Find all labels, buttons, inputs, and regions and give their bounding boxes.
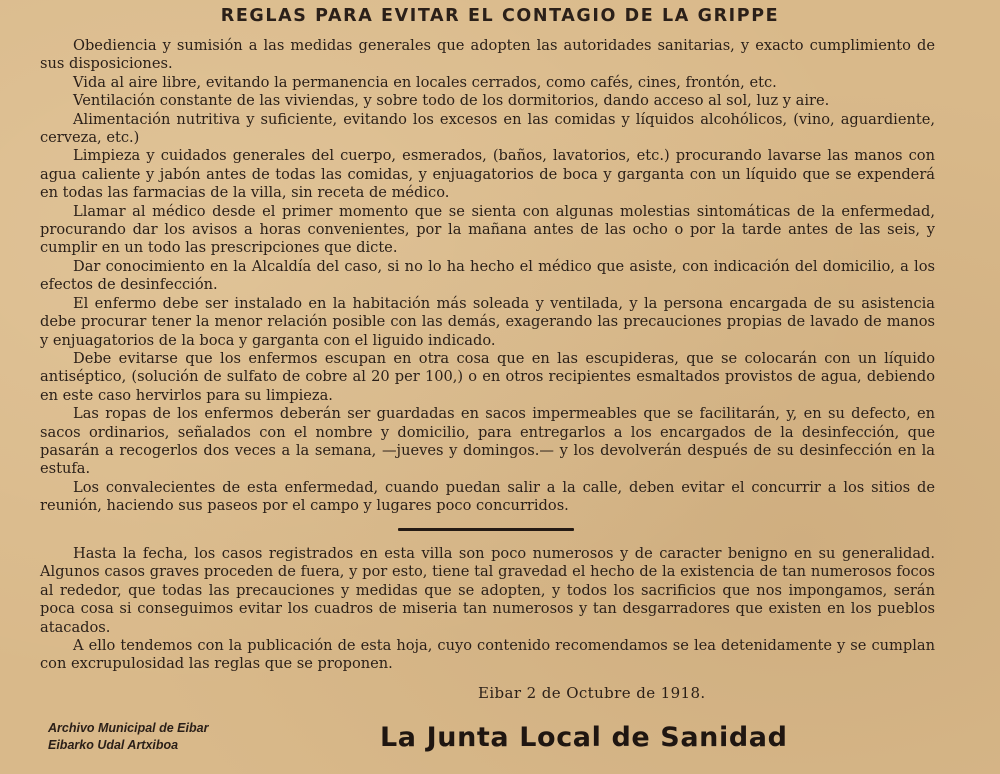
archive-label-line-1: Archivo Municipal de Eibar (48, 721, 209, 735)
closing-paragraph: A ello tendemos con la publicación de esta hoja, cuyo contenido recomendamos se lea detenidamente y se cumplan con excrupulosidad las reglas que se proponen. (40, 637, 935, 673)
rules-list (40, 37, 935, 516)
document-title: REGLAS PARA EVITAR EL CONTAGIO DE LA GRIPPE (220, 6, 780, 26)
date-line: Eibar 2 de Octubre de 1918. (478, 684, 706, 702)
signature: La Junta Local de Sanidad (380, 722, 788, 753)
rule-paragraph: Dar conocimiento en la Alcaldía del caso, si no lo ha hecho el médico que asiste, con indicación del domicilio, a los efectos de desinfección. (40, 257, 935, 294)
closing-paragraph: Hasta la fecha, los casos registrados en esta villa son poco numerosos y de caracter benigno en su generalidad. Algunos casos graves proceden de fuera, y por esto, tiene tal gravedad el hecho de la existencia de tan numerosos focos al rededor, que todas las precauciones y medidas que se adopten, y todos los sacrificios que nos impongamos, serán poca cosa si conseguimos evitar los cuadros de miseria tan numerosos y tan desgarradores que existen en los pueblos atacados. (40, 545, 935, 636)
rule-paragraph: El enfermo debe ser instalado en la habitación más soleada y ventilada, y la persona encargada de su asistencia debe procurar tener la menor relación posible con las demás, exagerando las precauciones propias de lavado de manos y enjuagatorios de la boca y garganta con el liguido indicado. (40, 294, 935, 349)
rule-paragraph: Obediencia y sumisión a las medidas generales que adopten las autoridades sanitarias, y exacto cumplimiento de sus disposiciones. (40, 37, 935, 73)
rule-paragraph: Limpieza y cuidados generales del cuerpo, esmerados, (baños, lavatorios, etc.) procurando lavarse las manos con agua caliente y jabón antes de todas las comidas, y enjuagatorios de boca y garganta con un líquido que se expenderá en todas las farmacias de la villa, sin receta de médico. (40, 147, 935, 202)
rule-paragraph: Vida al aire libre, evitando la permanencia en locales cerrados, como cafés, cines, frontón, etc. (73, 73, 777, 91)
archive-label-line-2: Eibarko Udal Artxiboa (48, 738, 179, 752)
closing-section (40, 545, 935, 674)
rule-paragraph: Alimentación nutritiva y suficiente, evitando los excesos en las comidas y líquidos alcohólicos, (vino, aguardiente, cerveza, etc.) (40, 110, 935, 147)
rule-paragraph: Ventilación constante de las viviendas, y sobre todo de los dormitorios, dando acceso al sol, luz y aire. (73, 92, 830, 110)
rule-paragraph: Debe evitarse que los enfermos escupan en otra cosa que en las escupideras, que se colocarán con un líquido antiséptico, (solución de sulfato de cobre al 20 per 100,) o en otros recipientes esmaltados provistos de agua, debiendo en este caso hervirlos para su limpieza. (40, 349, 935, 404)
rule-paragraph: Los convalecientes de esta enfermedad, cuando puedan salir a la calle, deben evitar el concurrir a los sitios de reunión, haciendo sus paseos por el campo y lugares poco concurridos. (40, 478, 935, 515)
archive-watermark (48, 720, 208, 754)
rule-paragraph: Las ropas de los enfermos deberán ser guardadas en sacos impermeables que se facilitarán, y, en su defecto, en sacos ordinarios, señalados con el nombre y domicilio, para entregarlos a los encargados de la desinfección, que pasarán a recogerlos dos veces a la semana, —jueves y domingos.— y los devolverán después de su desinfección en la estufa. (40, 405, 935, 478)
rule-paragraph: Llamar al médico desde el primer momento que se sienta con algunas molestias sintomáticas de la enfermedad, procurando dar los avisos a horas convenientes, por la mañana antes de las ocho o por la tarde antes de las seis, y cumplir en un todo las prescripciones que dicte. (40, 202, 935, 257)
section-divider (398, 528, 574, 531)
